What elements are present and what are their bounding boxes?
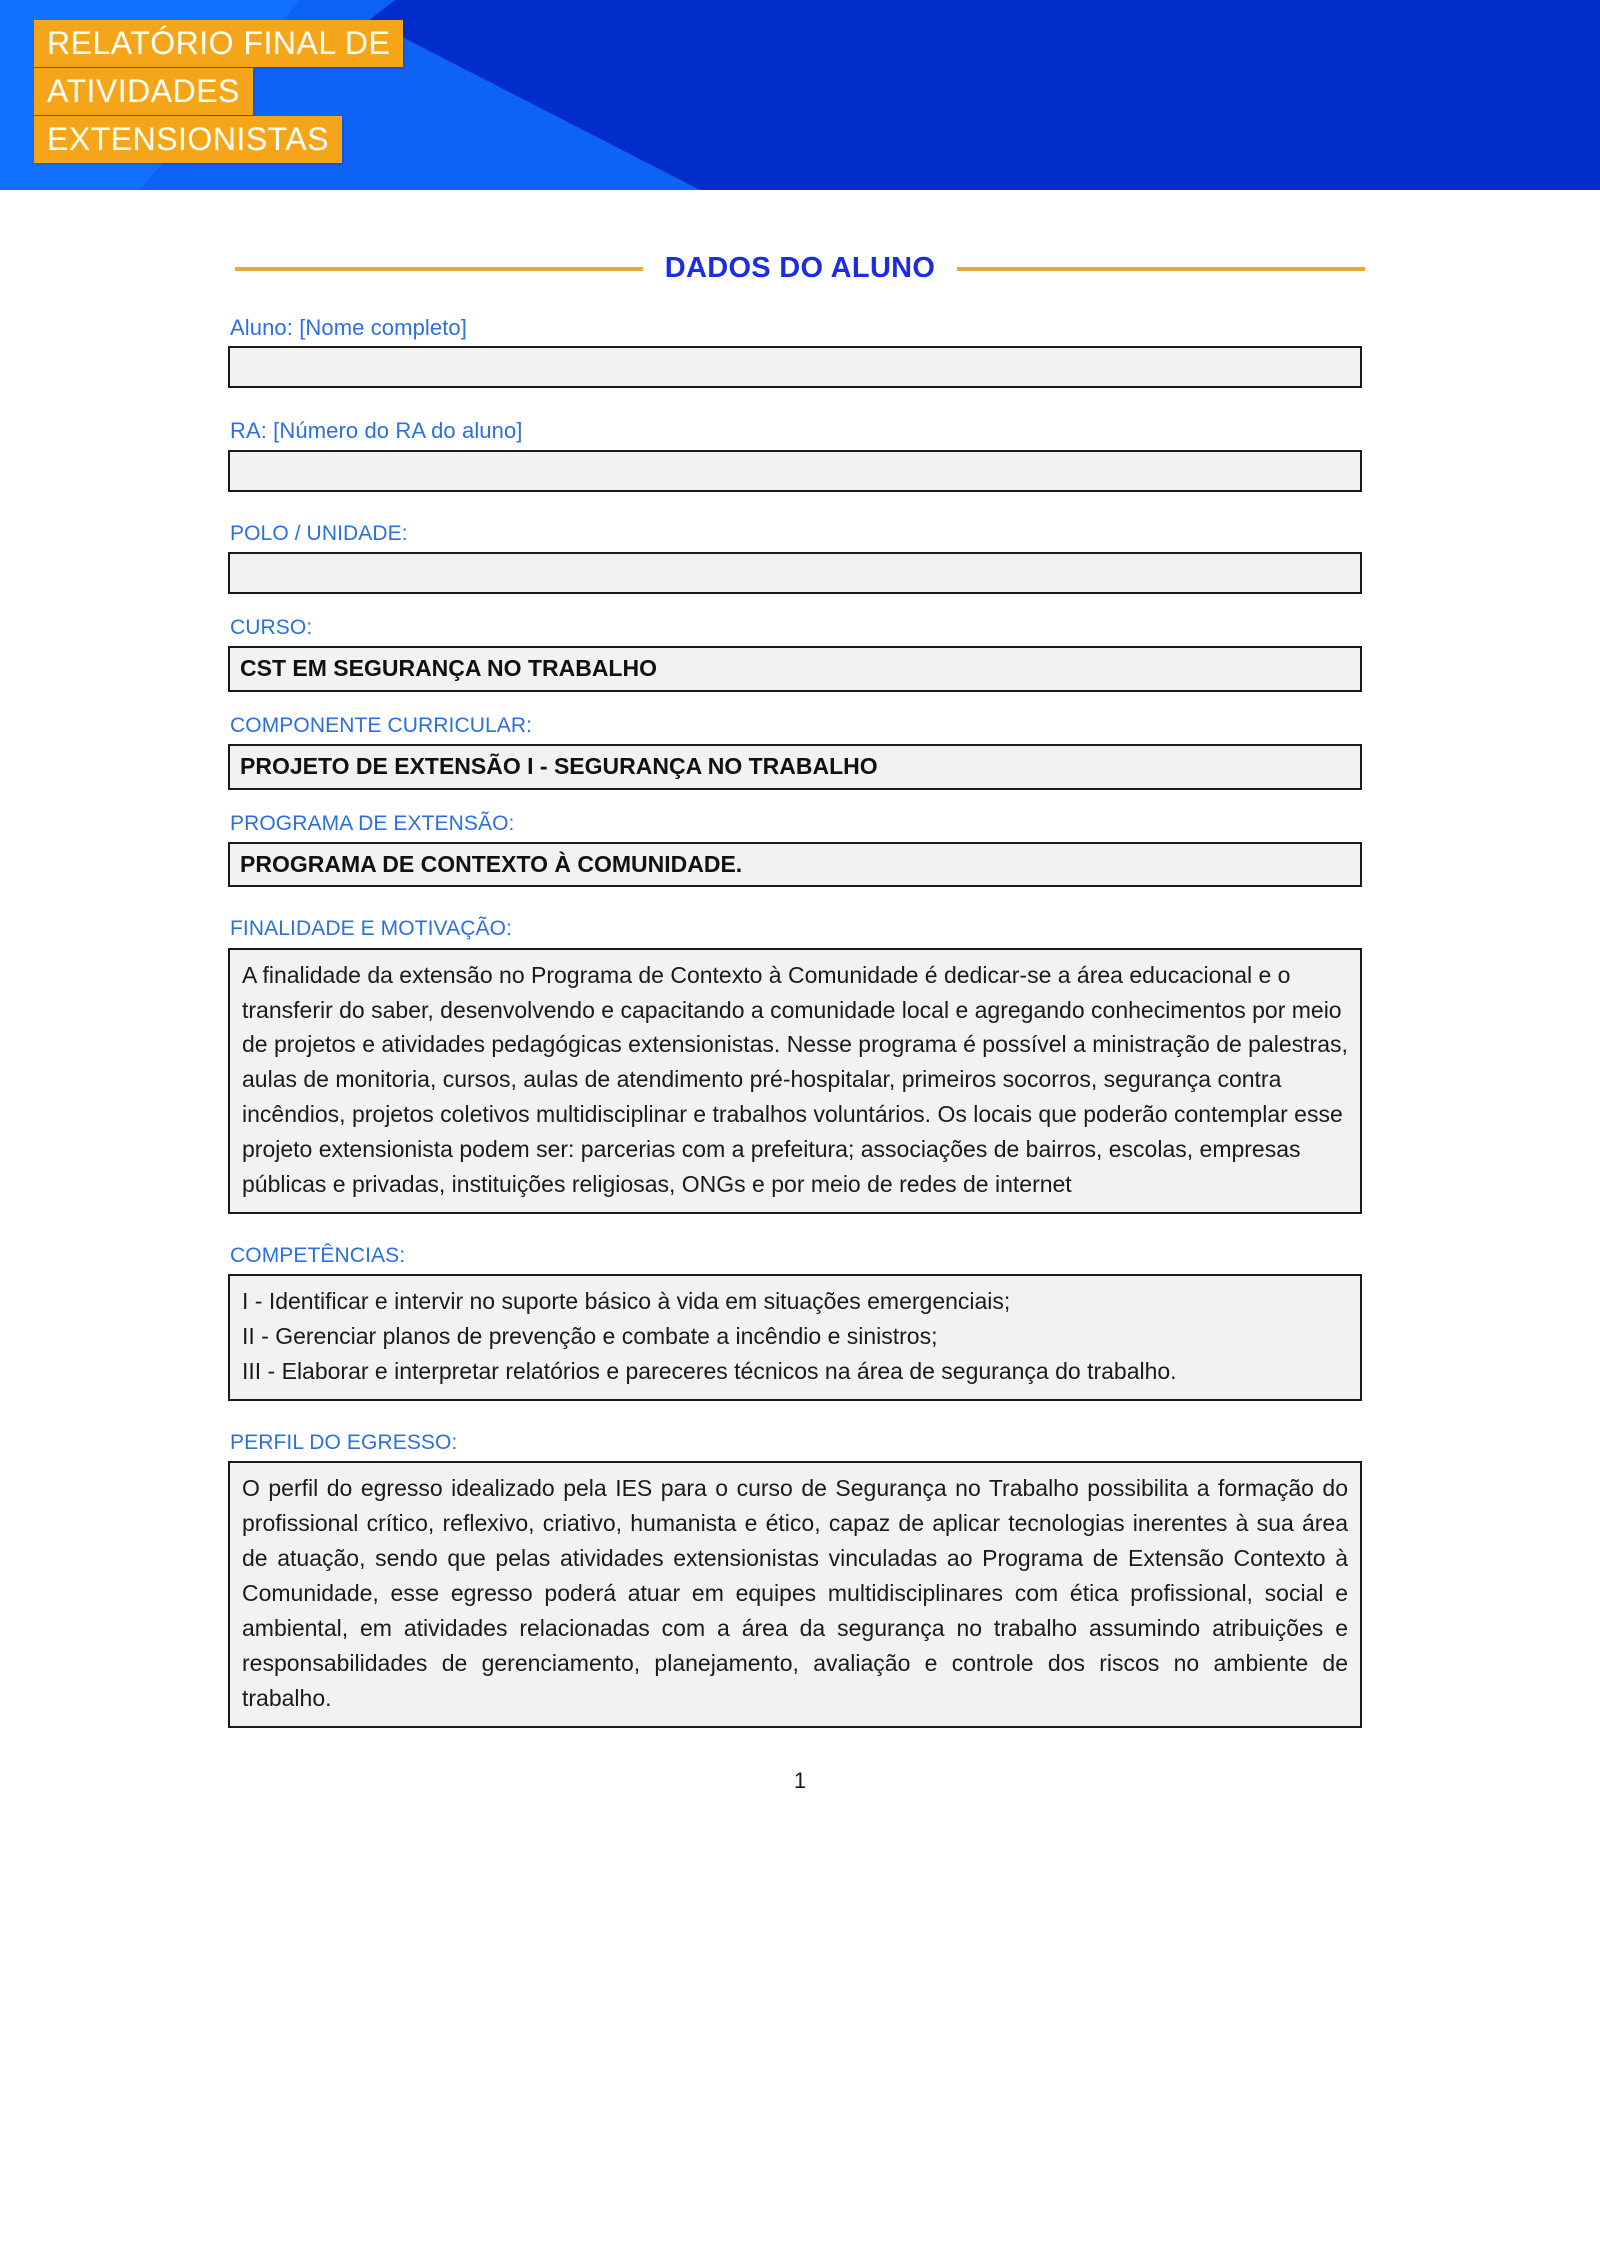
field-label-ra: RA: [Número do RA do aluno] xyxy=(230,418,523,444)
field-competencias xyxy=(228,1244,1362,1401)
section-header-dados-do-aluno xyxy=(0,252,1600,285)
banner-title-line-1: RELATÓRIO FINAL DE xyxy=(34,20,403,67)
form-fields xyxy=(0,315,1600,1728)
field-label-competencias: COMPETÊNCIAS: xyxy=(230,1244,406,1268)
field-ra xyxy=(228,418,1362,491)
perfil-egresso-input[interactable] xyxy=(228,1461,1362,1728)
field-label-curso: CURSO: xyxy=(230,615,313,639)
banner-title-group xyxy=(34,20,403,164)
competencia-item-3: III - Elaborar e interpretar relatórios e pareceres técnicos na área de segurança do trabalho. xyxy=(242,1358,1177,1385)
aluno-input[interactable] xyxy=(228,346,1362,388)
field-label-componente-curricular: COMPONENTE CURRICULAR: xyxy=(230,713,533,737)
field-label-perfil-egresso: PERFIL DO EGRESSO: xyxy=(230,1431,458,1455)
ra-input[interactable] xyxy=(228,450,1362,492)
banner-title-line-3: EXTENSIONISTAS xyxy=(34,116,342,163)
programa-extensao-input[interactable] xyxy=(228,842,1362,888)
field-label-finalidade-motivacao: FINALIDADE E MOTIVAÇÃO: xyxy=(230,917,512,941)
programa-extensao-value: PROGRAMA DE CONTEXTO À COMUNIDADE. xyxy=(240,850,743,877)
competencias-input[interactable] xyxy=(228,1274,1362,1401)
field-finalidade-motivacao xyxy=(228,917,1362,1214)
document-page xyxy=(0,252,1600,1824)
componente-curricular-value: PROJETO DE EXTENSÃO I - SEGURANÇA NO TRABALHO xyxy=(240,752,878,779)
field-label-aluno: Aluno: [Nome completo] xyxy=(230,315,467,340)
banner-title-line-2: ATIVIDADES xyxy=(34,68,253,115)
field-programa-extensao xyxy=(228,812,1362,888)
field-perfil-egresso xyxy=(228,1431,1362,1728)
field-curso xyxy=(228,616,1362,692)
componente-curricular-input[interactable] xyxy=(228,744,1362,790)
finalidade-motivacao-value: A finalidade da extensão no Programa de Contexto à Comunidade é dedicar-se a área educacional e o transferir do saber, desenvolvendo e capacitando a comunidade local e agregando conhecimentos por meio de projetos e atividades pedagógicas extensionistas. Nesse programa é possível a ministração de palestras, aulas de monitoria, cursos, aulas de atendimento pré-hospitalar, primeiros socorros, segurança contra incêndios, projetos coletivos multidisciplinar e trabalhos voluntários. Os locais que poderão contemplar esse projeto extensionista podem ser: parcerias com a prefeitura; associações de bairros, escolas, empresas públicas e privadas, instituições religiosas, ONGs e por meio de redes de internet xyxy=(242,961,1348,1198)
field-componente-curricular xyxy=(228,714,1362,790)
page-number: 1 xyxy=(793,1768,807,1794)
section-rule-left xyxy=(235,267,643,271)
perfil-egresso-value: O perfil do egresso idealizado pela IES para o curso de Segurança no Trabalho possibilita a formação do profissional crítico, reflexivo, criativo, humanista e ético, capaz de aplicar tecnologias inerentes à sua área de atuação, sendo que pelas atividades extensionistas vinculadas ao Programa de Extensão Contexto à Comunidade, esse egresso poderá atuar em equipes multidisciplinares com ética profissional, social e ambiental, em atividades relacionadas com a área da segurança no trabalho assumindo atribuições e responsabilidades de gerenciamento, planejamento, avaliação e controle dos riscos no ambiente de trabalho. xyxy=(242,1475,1348,1712)
field-aluno xyxy=(228,315,1362,388)
document-header-banner xyxy=(0,0,1600,190)
curso-input[interactable] xyxy=(228,646,1362,692)
curso-value: CST EM SEGURANÇA NO TRABALHO xyxy=(240,654,657,681)
page-title: DADOS DO ALUNO xyxy=(664,252,936,284)
finalidade-motivacao-input[interactable] xyxy=(228,948,1362,1215)
competencia-item-1: I - Identificar e intervir no suporte básico à vida em situações emergenciais; xyxy=(242,1288,1011,1315)
section-rule-right xyxy=(957,267,1365,271)
field-polo-unidade xyxy=(228,522,1362,594)
polo-unidade-input[interactable] xyxy=(228,552,1362,594)
field-label-polo-unidade: POLO / UNIDADE: xyxy=(230,521,408,545)
competencia-item-2: II - Gerenciar planos de prevenção e combate a incêndio e sinistros; xyxy=(242,1323,938,1350)
field-label-programa-extensao: PROGRAMA DE EXTENSÃO: xyxy=(230,811,515,835)
